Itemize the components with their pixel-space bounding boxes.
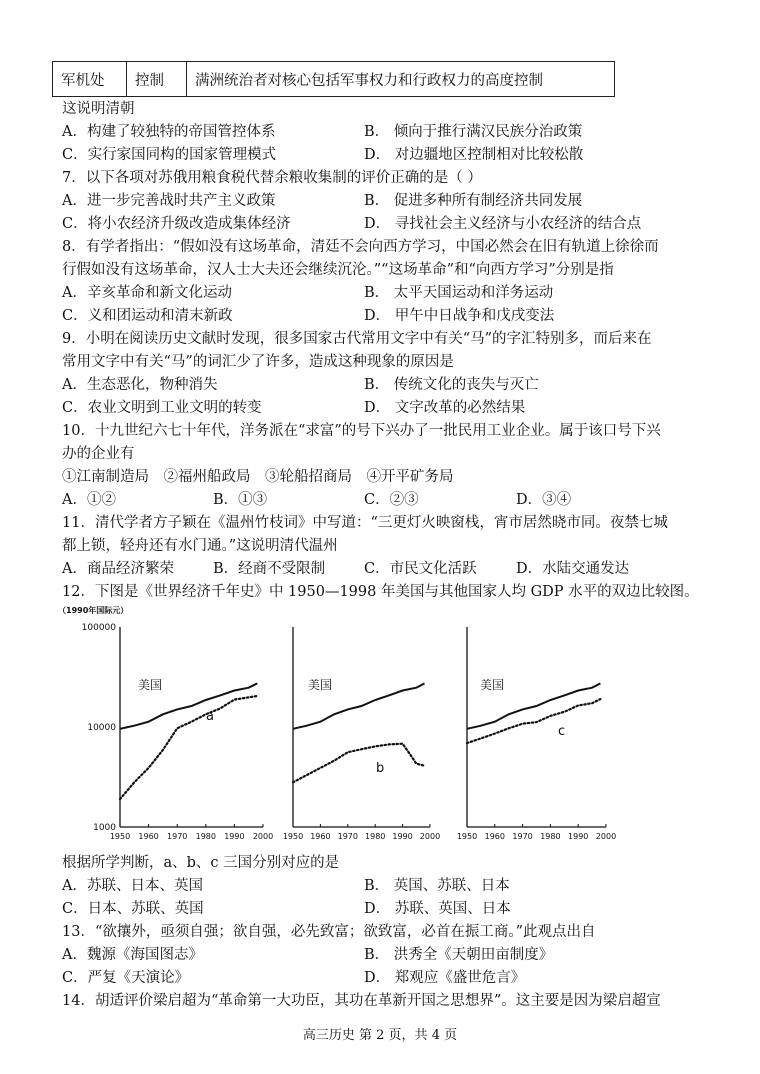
chart-1-usa-label: 美国 (138, 678, 163, 692)
q8-option-b: B． 太平天国运动和洋务运动 (364, 285, 554, 301)
chart-1-y-unit-label: （1990年国际元） (58, 606, 129, 615)
q13-option-a: A．魏源《海国图志》 (62, 947, 203, 963)
q7-option-c: C．将小农经济升级改造成集体经济 (62, 216, 291, 232)
chart-1-x-tick-label: 1990 (224, 832, 245, 841)
q8-option-d: D． 甲午中日战争和戊戌变法 (364, 308, 555, 324)
q6-option-a: A．构建了较独特的帝国管控体系 (62, 124, 276, 140)
chart-1-x-tick-label: 1980 (195, 832, 216, 841)
q10-option-a: A．①② (62, 492, 116, 508)
q11-option-d: D．水陆交通发达 (516, 561, 630, 577)
q13-option-b: B． 洪秀全《天朝田亩制度》 (364, 947, 554, 963)
q8-stem-line2: 行假如没有这场革命，汉人士大夫还会继续沉沦。”“这场革命”和“向西方学习”分别是指 (62, 262, 614, 278)
chart-2-usa-label: 美国 (308, 678, 333, 692)
institution-table-row (52, 61, 615, 97)
q10-items: ①江南制造局 ②福州船政局 ③轮船招商局 ④开平矿务局 (62, 469, 454, 485)
chart-1-y-tick-label: 100000 (81, 623, 116, 633)
chart-1-x-tick-label: 1970 (167, 832, 188, 841)
q6-option-b: B． 倾向于推行满汉民族分治政策 (364, 124, 583, 140)
q9-stem-line1: 9．小明在阅读历史文献时发现，很多国家古代常用文字中有关“马”的字汇特别多，而后来在 (62, 331, 652, 347)
q8-stem-line1: 8．有学者指出：“假如没有这场革命，清廷不会向西方学习，中国必然会在旧有轨道上徐徐而 (62, 239, 659, 255)
q12-question: 根据所学判断，a、b、c 三国分别对应的是 (62, 855, 340, 871)
chart-3-x-tick-label: 1960 (484, 832, 505, 841)
chart-3-usa-label: 美国 (480, 678, 505, 692)
q14-stem: 14．胡适评价梁启超为“革命第一大功臣，其功在革新开国之思想界”。这主要是因为梁启超宣 (62, 993, 661, 1009)
chart-3-country-label: c (558, 724, 566, 739)
q11-option-c: C．市民文化活跃 (364, 561, 477, 577)
chart-2-series-b (293, 744, 425, 783)
chart-2-x-tick-label: 2000 (419, 832, 441, 841)
q13-stem: 13．“欲攘外，亟须自强；欲自强，必先致富；欲致富，必首在振工商。”此观点出自 (62, 924, 596, 940)
q7-option-b: B． 促进多种所有制经济共同发展 (364, 193, 583, 209)
q9-option-d: D． 文字改革的必然结果 (364, 400, 526, 416)
q10-option-b: B．①③ (213, 492, 268, 508)
q11-stem-line2: 都上锁，轻舟还有水门通。”这说明清代温州 (62, 538, 338, 554)
q13-option-d: D． 郑观应《盛世危言》 (364, 970, 526, 986)
q9-option-b: B． 传统文化的丧失与灭亡 (364, 377, 539, 393)
q10-stem-line2: 办的企业有 (62, 446, 135, 462)
q8-option-a: A．辛亥革命和新文化运动 (62, 285, 232, 301)
chart-2-x-tick-label: 1980 (365, 832, 386, 841)
chart-1-series-a (120, 696, 257, 799)
q12-stem: 12．下图是《世界经济千年史》中 1950—1998 年美国与其他国家人均 GDP 水平的双边比较图。 (62, 584, 699, 600)
q6-stem: 这说明清朝 (62, 101, 135, 117)
q12-option-d: D． 苏联、英国、日本 (364, 901, 511, 917)
table-cell-function: 控制 (127, 62, 187, 96)
q7-option-d: D． 寻找社会主义经济与小农经济的结合点 (364, 216, 642, 232)
chart-3-x-tick-label: 2000 (595, 832, 617, 841)
chart-1-x-tick-label: 1960 (138, 832, 159, 841)
q12-option-a: A．苏联、日本、英国 (62, 878, 203, 894)
q10-stem-line1: 10．十九世纪六七十年代，洋务派在“求富”的号下兴办了一批民用工业企业。属于该口号下兴 (62, 423, 661, 439)
chart-2-x-tick-label: 1950 (282, 832, 304, 841)
q11-option-b: B．经商不受限制 (213, 561, 326, 577)
chart-1-country-label: a (206, 709, 214, 724)
q11-option-a: A．商品经济繁荣 (62, 561, 174, 577)
chart-1-x-tick-label: 1950 (109, 832, 131, 841)
q11-stem-line1: 11．清代学者方子颖在《温州竹枝词》中写道：“三更灯火映窗栈，宵市居然晓市同。夜禁七城 (62, 515, 668, 531)
table-cell-institution: 军机处 (53, 62, 127, 96)
q13-option-c: C．严复《天演论》 (62, 970, 190, 986)
table-cell-description: 满洲统治者对核心包括军事权力和行政权力的高度控制 (195, 72, 543, 89)
q10-option-c: C．②③ (364, 492, 419, 508)
chart-2-x-tick-label: 1960 (310, 832, 331, 841)
chart-1-y-tick-label: 10000 (87, 723, 116, 733)
chart-2-x-tick-label: 1970 (337, 832, 358, 841)
q12-option-c: C．日本、苏联、英国 (62, 901, 204, 917)
q9-stem-line2: 常用文字中有关“马”的词汇少了许多，造成这种现象的原因是 (62, 354, 454, 370)
q6-option-d: D． 对边疆地区控制相对比较松散 (364, 147, 584, 163)
chart-3-x-tick-label: 1970 (512, 832, 533, 841)
q12-option-b: B． 英国、苏联、日本 (364, 878, 510, 894)
chart-3-x-tick-label: 1980 (540, 832, 561, 841)
chart-3-x-tick-label: 1990 (568, 832, 589, 841)
q7-option-a: A．进一步完善战时共产主义政策 (62, 193, 276, 209)
q9-option-c: C．农业文明到工业文明的转变 (62, 400, 262, 416)
chart-1-x-tick-label: 2000 (252, 832, 274, 841)
chart-3-x-tick-label: 1950 (456, 832, 478, 841)
page-footer: 高三历史 第 2 页，共 4 页 (302, 1028, 458, 1043)
chart-2-x-tick-label: 1990 (392, 832, 413, 841)
chart-1-y-tick-label: 1000 (93, 823, 116, 833)
q7-stem: 7．以下各项对苏俄用粮食税代替余粮收集制的评价正确的是（ ） (62, 170, 482, 186)
q8-option-c: C．义和团运动和清末新政 (62, 308, 233, 324)
q9-option-a: A．生态恶化，物种消失 (62, 377, 218, 393)
gdp-comparison-charts (58, 605, 628, 845)
chart-2-country-label: b (376, 761, 385, 776)
q6-option-c: C．实行家国同构的国家管理模式 (62, 147, 277, 163)
q10-option-d: D．③④ (516, 492, 572, 508)
